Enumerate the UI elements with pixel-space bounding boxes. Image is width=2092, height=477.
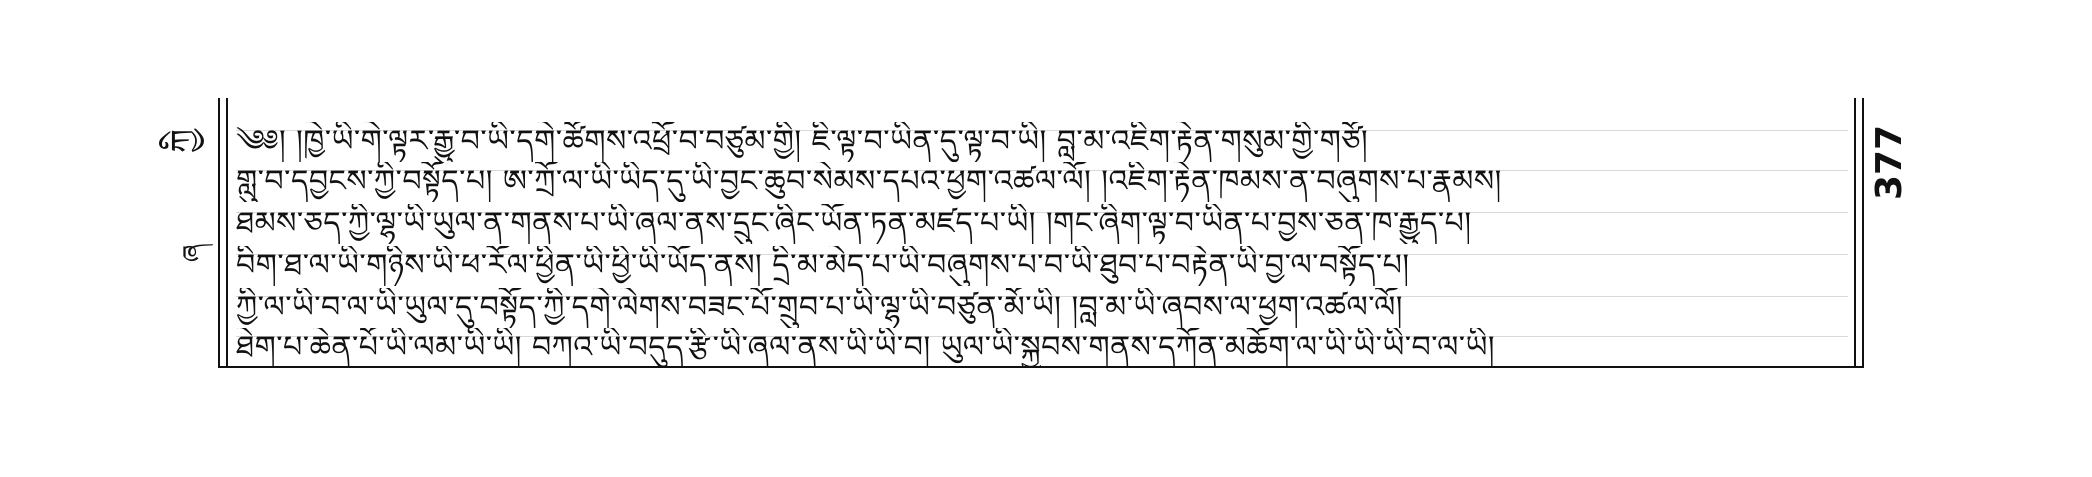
tibetan-text-block bbox=[236, 122, 1848, 368]
frame-left-inner-rule bbox=[226, 98, 228, 368]
text-line-5: ཀྱི་ལ་ཡི་བ་ལ་ཡི་ཡུལ་དུ་བསྟོད་ཀྱི་དགེ་ལེགས་བཟང་པོ་གྲུབ་པ་ཡི་ལྷ་ཡི་བཙུན་མོ་ཡི། །བླ་མ་ཡི་ཞབས་ལ་ཕྱག་འཚལ་ལོ། bbox=[236, 288, 1848, 328]
frame-left-outer-rule bbox=[218, 98, 220, 368]
frame-right-outer-rule bbox=[1862, 98, 1864, 368]
left-marginalia bbox=[163, 120, 216, 340]
text-line-2: གླུ་བ་དབྱངས་ཀྱི་བསྟོད་པ། ཨ་ཀྲོ་ལ་ཡི་ཡིད་དུ་ཡི་བྱང་ཆུབ་སེམས་དཔའ་ཕྱག་འཚལ་ལོ། །འཇིག་རྟེན་ཁམས་ན་བཞུགས་པ་རྣམས། bbox=[236, 162, 1848, 202]
frame-right-inner-rule bbox=[1854, 98, 1856, 368]
text-line-6: ཐེག་པ་ཆེན་པོ་ཡི་ལམ་ཡི་ཡི། བཀའ་ཡི་བདུད་རྩི་ཡི་ཞལ་ནས་ཡི་ཡི་བ། ཡུལ་ཡི་སྐྱབས་གནས་དཀོན་མཆོག་ལ་ཡི་ཡི་ཡི་བ་ལ་ཡི། bbox=[236, 328, 1848, 368]
margin-glyph-bottom: ཞ bbox=[178, 243, 209, 263]
text-line-4: བིག་ཐ་ལ་ཡི་གཉིས་ཡི་ཕ་རོལ་ཕྱིན་ཡི་ཕྱི་ཡི་ཡོད་ནས། དྲི་མ་མེད་པ་ཡི་བཞུགས་པ་བ་ཡི་ཐུབ་པ་བརྟེན་ཡི་བྱ་ལ་བསྟོད་པ། bbox=[236, 246, 1848, 286]
text-line-1: ༄༅། །ཁྱེ་ཡི་གེ་ལྟར་རྒྱུ་བ་ཡི་དགེ་ཚོགས་འཕྲོ་བ་བཙུམ་གྱི། ཇི་ལྟ་བ་ཡིན་དུ་ལྟ་བ་ཡི། བླ་མ་འཇིག་རྟེན་གསུམ་གྱི་གཙོ། bbox=[236, 122, 1848, 162]
folio-number: 377 bbox=[1869, 124, 1910, 200]
margin-glyph-top: ཀྱི bbox=[163, 129, 204, 153]
text-line-3: ཐམས་ཅད་ཀྱི་ལྷ་ཡི་ཡུལ་ན་གནས་པ་ཡི་ཞལ་ནས་དྲུང་ཞིང་ཡོན་ཏན་མཛད་པ་ཡི། །གང་ཞིག་ལྟ་བ་ཡིན་པ་བྱས་ཅན་ཁ་རྒྱུད་པ། bbox=[236, 204, 1848, 244]
